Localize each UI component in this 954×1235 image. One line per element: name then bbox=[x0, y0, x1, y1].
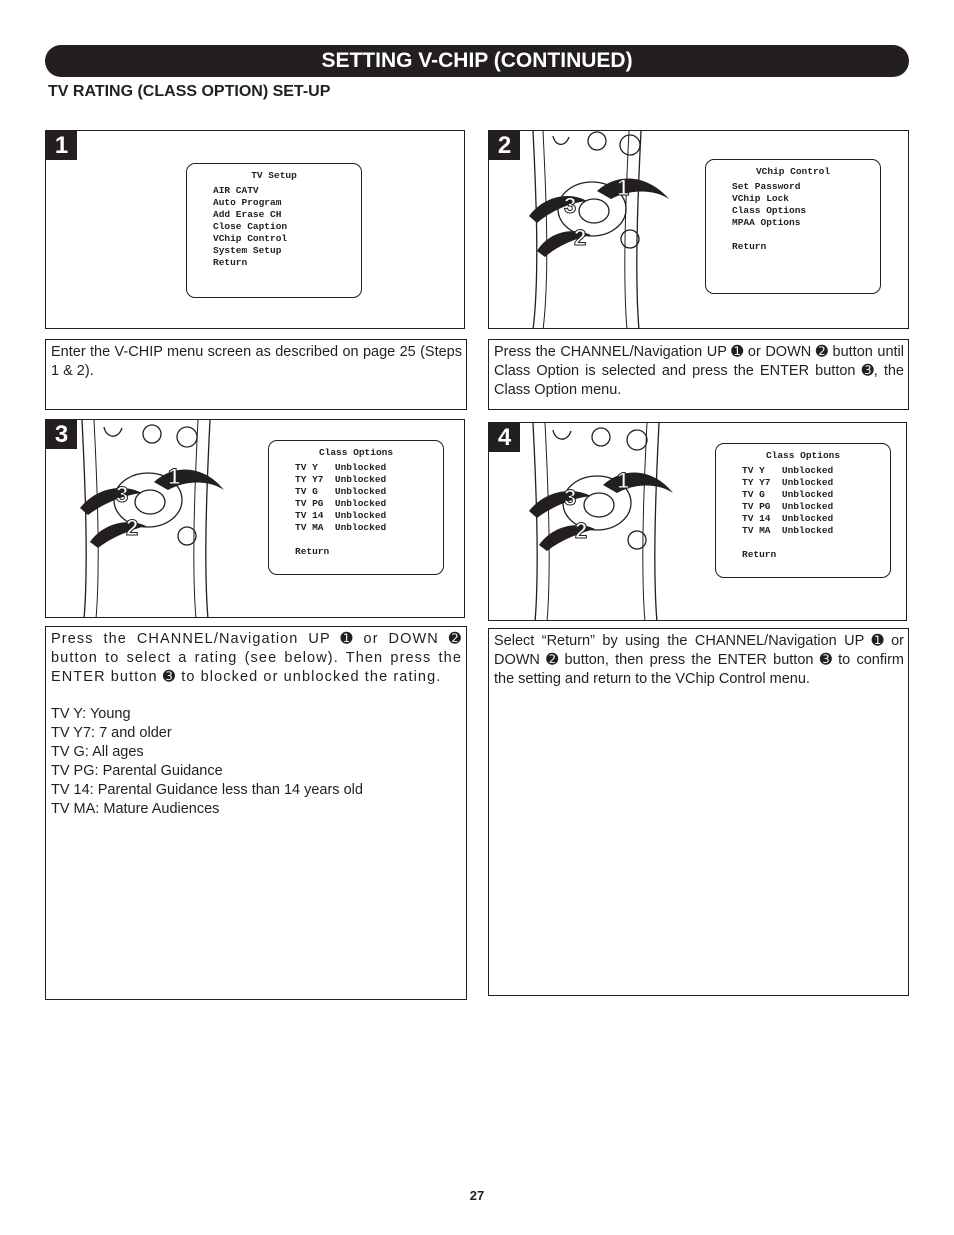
menu-item: Set Password bbox=[732, 181, 801, 192]
step-4-instruction: Select “Return” by using the CHANNEL/Navigation UP ➊ or DOWN ➋ button, then press the ENTER button ➌ to confirm the setting and return to the VChip Control menu. bbox=[494, 633, 904, 687]
rating-definition: TV Y7: 7 and older bbox=[51, 725, 172, 741]
rating-definition: TV Y: Young bbox=[51, 706, 131, 722]
screen-title: Class Options bbox=[765, 450, 841, 461]
step-2-number: 2 bbox=[489, 131, 520, 160]
rating-definition: TV MA: Mature Audiences bbox=[51, 801, 220, 817]
step-3-figure bbox=[45, 419, 465, 618]
page-number: 27 bbox=[469, 1188, 485, 1203]
remote-control-illustration bbox=[46, 420, 246, 618]
arrow-label-1: 1 bbox=[617, 175, 630, 200]
tv-setup-menu-screen bbox=[186, 163, 362, 298]
menu-item: System Setup bbox=[213, 245, 282, 256]
rating-definitions bbox=[51, 705, 462, 819]
step-2-instruction: Press the CHANNEL/Navigation UP ➊ or DOWN ➋ button until Class Option is selected and press the ENTER button ➌, the Class Option menu. bbox=[494, 344, 904, 398]
rating-item: TY Y7 Unblocked bbox=[742, 477, 834, 488]
menu-item: VChip Control bbox=[213, 233, 288, 244]
arrow-label-2: 2 bbox=[126, 515, 139, 540]
rating-item: TY Y7 Unblocked bbox=[295, 474, 387, 485]
rating-item: TV Y Unblocked bbox=[295, 462, 387, 473]
step-1-figure bbox=[45, 130, 465, 329]
step-3-text bbox=[45, 626, 467, 1000]
rating-item: TV MA Unblocked bbox=[295, 522, 387, 533]
rating-items bbox=[742, 465, 833, 537]
arrow-label-1: 1 bbox=[168, 464, 181, 489]
arrow-label-2: 2 bbox=[575, 518, 588, 543]
menu-item-return: Return bbox=[295, 546, 330, 557]
menu-item-return: Return bbox=[742, 549, 777, 560]
vchip-control-menu-screen bbox=[705, 159, 881, 294]
menu-items bbox=[732, 181, 806, 229]
menu-item: MPAA Options bbox=[732, 217, 801, 228]
rating-item: TV G Unblocked bbox=[295, 486, 387, 497]
menu-item-return: Return bbox=[732, 241, 767, 252]
step-3-instruction: Press the CHANNEL/Navigation UP ➊ or DOWN ➋ button to select a rating (see below). Then press the ENTER button ➌ to blocked or unblocked the rating. bbox=[51, 631, 462, 685]
screen-title: Class Options bbox=[318, 447, 394, 458]
remote-control-illustration bbox=[489, 131, 689, 329]
rating-items bbox=[295, 462, 386, 534]
rating-item: TV PG Unblocked bbox=[742, 501, 834, 512]
class-options-menu-screen bbox=[268, 440, 444, 575]
menu-item: Add Erase CH bbox=[213, 209, 282, 220]
screen-title: VChip Control bbox=[755, 166, 831, 177]
step-2-text bbox=[488, 339, 909, 410]
step-1-number: 1 bbox=[46, 131, 77, 160]
step-1-instruction: Enter the V-CHIP menu screen as described on page 25 (Steps 1 & 2). bbox=[51, 344, 462, 379]
menu-item: Auto Program bbox=[213, 197, 282, 208]
rating-item: TV G Unblocked bbox=[742, 489, 834, 500]
section-title: TV RATING (CLASS OPTION) SET-UP bbox=[48, 83, 331, 100]
rating-item: TV Y Unblocked bbox=[742, 465, 834, 476]
menu-item: Close Caption bbox=[213, 221, 288, 232]
class-options-menu-screen bbox=[715, 443, 891, 578]
rating-item: TV MA Unblocked bbox=[742, 525, 834, 536]
rating-definition: TV PG: Parental Guidance bbox=[51, 763, 223, 779]
rating-item: TV PG Unblocked bbox=[295, 498, 387, 509]
arrow-label-3: 3 bbox=[116, 482, 129, 507]
menu-item: VChip Lock bbox=[732, 193, 790, 204]
rating-item: TV 14 Unblocked bbox=[742, 513, 834, 524]
menu-items bbox=[213, 185, 287, 269]
step-1-text bbox=[45, 339, 467, 410]
step-4-figure bbox=[488, 422, 907, 621]
screen-title: TV Setup bbox=[251, 170, 297, 181]
page-title-banner bbox=[45, 45, 909, 77]
page-title: SETTING V-CHIP (CONTINUED) bbox=[321, 49, 633, 72]
arrow-label-1: 1 bbox=[617, 468, 630, 493]
remote-control-illustration bbox=[489, 423, 689, 621]
menu-item: Class Options bbox=[732, 205, 807, 216]
menu-item: AIR CATV bbox=[213, 185, 259, 196]
arrow-label-3: 3 bbox=[564, 485, 577, 510]
rating-item: TV 14 Unblocked bbox=[295, 510, 387, 521]
arrow-label-3: 3 bbox=[564, 193, 577, 218]
step-4-text bbox=[488, 628, 909, 996]
menu-item: Return bbox=[213, 257, 248, 268]
step-2-figure bbox=[488, 130, 909, 329]
step-3-number: 3 bbox=[46, 420, 77, 449]
rating-definition: TV 14: Parental Guidance less than 14 years old bbox=[51, 782, 363, 798]
arrow-label-2: 2 bbox=[574, 225, 587, 250]
step-4-number: 4 bbox=[489, 423, 520, 452]
rating-definition: TV G: All ages bbox=[51, 744, 144, 760]
